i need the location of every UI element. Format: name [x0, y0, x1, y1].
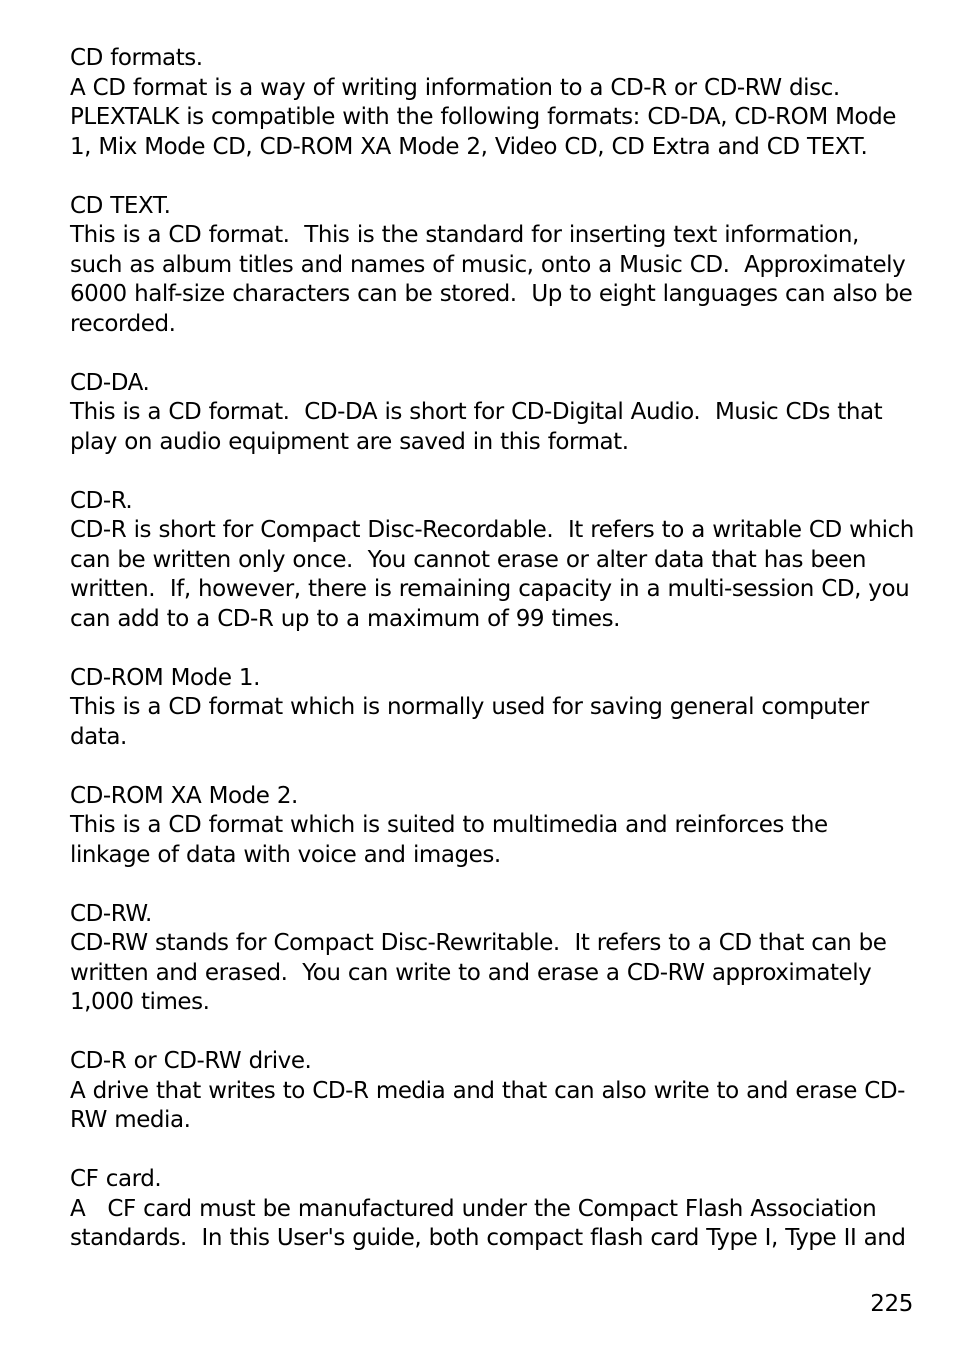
glossary-definition: CD-RW stands for Compact Disc-Rewritable. It refers to a CD that can be written and erased. You can write to and erase a CD-RW approximately 1,000 times. — [70, 930, 894, 1015]
glossary-page — [70, 44, 922, 1283]
glossary-entry-cf-card — [70, 1165, 915, 1254]
glossary-definition: This is a CD format. CD-DA is short for CD-Digital Audio. Music CDs that play on audio equipment are saved in this format. — [70, 399, 890, 455]
glossary-term: CD TEXT. — [70, 192, 171, 219]
page-number: 225 — [870, 1291, 913, 1317]
glossary-entry-cd-r-or-cd-rw-drive — [70, 1047, 915, 1136]
glossary-definition: A drive that writes to CD-R media and that can also write to and erase CD-RW media. — [70, 1077, 906, 1133]
glossary-term: CD-R. — [70, 487, 133, 514]
glossary-entry-cd-r — [70, 487, 922, 635]
glossary-definition: This is a CD format which is normally used for saving general computer data. — [70, 694, 877, 750]
glossary-term: CD-ROM XA Mode 2. — [70, 782, 298, 809]
glossary-term: CD formats. — [70, 45, 203, 71]
glossary-term: CD-R or CD-RW drive. — [70, 1048, 312, 1074]
glossary-entry-cd-formats — [70, 44, 915, 162]
glossary-entry-cd-rom-xa-mode-2 — [70, 782, 915, 871]
glossary-term: CD-RW. — [70, 900, 152, 927]
glossary-definition: A CF card must be manufactured under the Compact Flash Association standards. In this User's guide, both compact flash card Type I, Type II and — [70, 1195, 906, 1251]
glossary-definition: CD-R is short for Compact Disc-Recordable. It refers to a writable CD which can be written only once. You cannot erase or alter data that has been written. If, however, there is remaining capacity in a multi-session CD, you can add to a CD-R up to a maximum of 99 times. — [70, 517, 922, 632]
glossary-definition: A CD format is a way of writing information to a CD-R or CD-RW disc. PLEXTALK is compatible with the following formats: CD-DA, CD-ROM Mode 1, Mix Mode CD, CD-ROM XA Mode 2, Video CD, CD Extra and CD TEXT. — [70, 74, 904, 160]
glossary-definition: This is a CD format. This is the standard for inserting text information, such as album titles and names of music, onto a Music CD. Approximately 6000 half-size characters can be stored. Up to eight languages can also be recorded. — [70, 222, 920, 337]
glossary-entry-cd-rw — [70, 900, 915, 1018]
glossary-entry-cd-da — [70, 369, 915, 458]
glossary-definition: This is a CD format which is suited to multimedia and reinforces the linkage of data with voice and images. — [70, 812, 836, 868]
glossary-term: CD-ROM Mode 1. — [70, 664, 260, 691]
glossary-entry-cd-rom-mode-1 — [70, 664, 915, 753]
glossary-term: CD-DA. — [70, 369, 150, 396]
glossary-entry-cd-text — [70, 192, 920, 340]
glossary-term: CF card. — [70, 1166, 162, 1192]
